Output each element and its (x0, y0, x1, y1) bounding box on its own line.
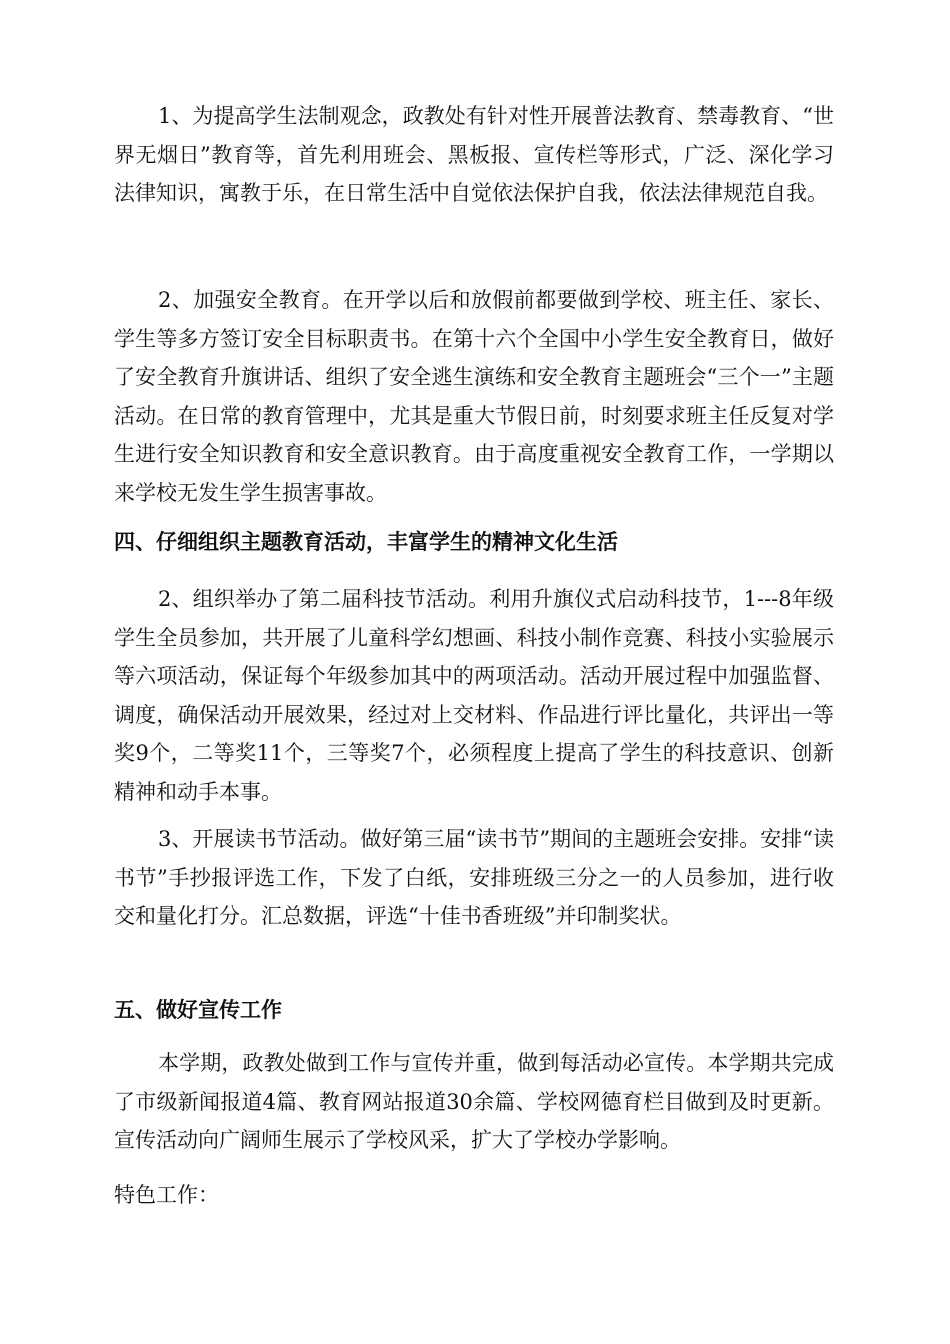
paragraph-publicity-work: 本学期，政教处做到工作与宣传并重，做到每活动必宣传。本学期共完成了市级新闻报道4篇、教育网站报道30余篇、学校网德育栏目做到及时更新。宣传活动向广阔师生展示了学校风采，扩大了学校办学影响。 (114, 1051, 834, 1152)
paragraph-reading-festival: 3、开展读书节活动。做好第三届“读书节”期间的主题班会安排。安排“读书节”手抄报评选工作，下发了白纸，安排班级三分之一的人员参加，进行收交和量化打分。汇总数据，评选“十佳书香班级”并印制奖状。 (114, 827, 834, 928)
paragraph-special-work: 特色工作： (114, 1183, 219, 1207)
section-heading-themed-activities: 四、仔细组织主题教育活动，丰富学生的精神文化生活 (114, 530, 618, 554)
paragraph-legal-education: 1、为提高学生法制观念，政教处有针对性开展普法教育、禁毒教育、“世界无烟日”教育等，首先利用班会、黑板报、宣传栏等形式，广泛、深化学习法律知识，寓教于乐，在日常生活中自觉依法保护自我，依法法律规范自我。 (114, 104, 834, 205)
paragraph-safety-education: 2、加强安全教育。在开学以后和放假前都要做到学校、班主任、家长、学生等多方签订安全目标职责书。在第十六个全国中小学生安全教育日，做好了安全教育升旗讲话、组织了安全逃生演练和安全教育主题班会“三个一”主题活动。在日常的教育管理中，尤其是重大节假日前，时刻要求班主任反复对学生进行安全知识教育和安全意识教育。由于高度重视安全教育工作，一学期以来学校无发生学生损害事故。 (114, 288, 834, 505)
paragraph-science-festival: 2、组织举办了第二届科技节活动。利用升旗仪式启动科技节，1---8年级学生全员参加，共开展了儿童科学幻想画、科技小制作竞赛、科技小实验展示等六项活动，保证每个年级参加其中的两项活动。活动开展过程中加强监督、调度，确保活动开展效果，经过对上交材料、作品进行评比量化，共评出一等奖9个，二等奖11个，三等奖7个，必须程度上提高了学生的科技意识、创新精神和动手本事。 (114, 587, 834, 804)
section-heading-publicity: 五、做好宣传工作 (114, 998, 282, 1022)
